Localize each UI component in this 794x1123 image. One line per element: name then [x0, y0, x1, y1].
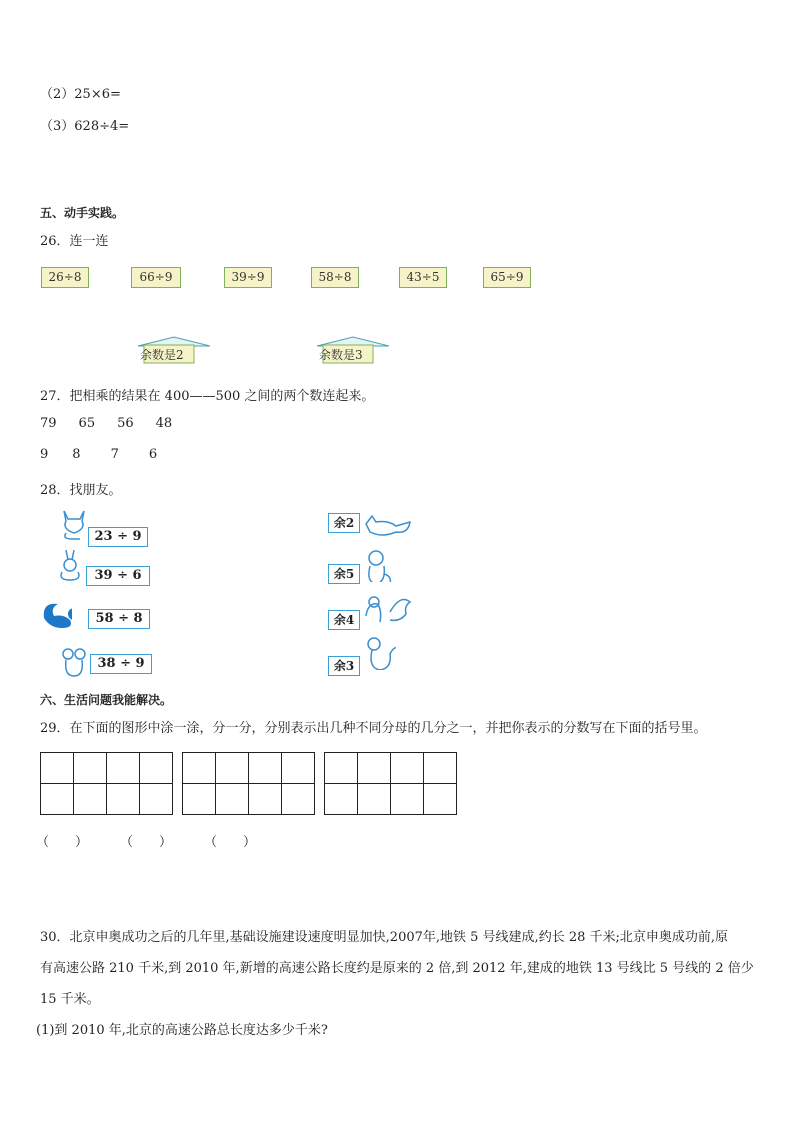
division-card-2[interactable]: 66÷9 — [131, 267, 181, 288]
expression-box[interactable]: 38 ÷ 9 — [90, 654, 152, 674]
squirrel-icon — [40, 598, 72, 632]
section-title-6: 六、生活问题我能解决。 — [40, 693, 173, 707]
grid-cell[interactable] — [391, 753, 424, 784]
number-item[interactable]: 6 — [148, 447, 158, 462]
grid-cell[interactable] — [216, 753, 249, 784]
cat-icon — [58, 507, 90, 541]
number-row-1 — [40, 416, 194, 431]
number-item[interactable]: 9 — [40, 447, 49, 462]
number-item[interactable]: 65 — [78, 416, 96, 431]
question-26-label: 26．连一连 — [40, 234, 109, 249]
answer-paren[interactable]: （ ） — [36, 835, 89, 850]
number-item[interactable]: 56 — [117, 416, 134, 431]
remainder-box[interactable]: 余3 — [328, 656, 360, 676]
grid-cell[interactable] — [183, 784, 216, 815]
question-29-label: 29．在下面的图形中涂一涂，分一分，分别表示出几种不同分母的几分之一，并把你表示的分数写在下面的括号里。 — [40, 721, 707, 736]
grid-cell[interactable] — [74, 753, 107, 784]
expression-box[interactable]: 58 ÷ 8 — [88, 609, 150, 629]
remainder-house-label: 余数是2 — [140, 348, 184, 362]
question-30-line-2: 有高速公路 210 千米,到 2010 年,新增的高速公路长度约是原来的 2 倍,到 2012 年,建成的地铁 13 号线比 5 号线的 2 倍少 — [40, 961, 754, 976]
grid-cell[interactable] — [41, 784, 74, 815]
section-title-5: 五、动手实践。 — [40, 206, 125, 220]
grid-cell[interactable] — [183, 753, 216, 784]
number-item[interactable]: 8 — [72, 447, 81, 462]
grid-cell[interactable] — [74, 784, 107, 815]
grid-cell[interactable] — [424, 753, 457, 784]
grid-cell[interactable] — [249, 753, 282, 784]
grid-cell[interactable] — [140, 784, 173, 815]
division-card-1[interactable]: 26÷8 — [41, 267, 89, 288]
grid-cell[interactable] — [325, 753, 358, 784]
remainder-house-label: 余数是3 — [319, 348, 363, 362]
number-item[interactable]: 48 — [155, 416, 173, 431]
division-card-4[interactable]: 58÷8 — [311, 267, 359, 288]
remainder-house-2[interactable] — [134, 336, 214, 366]
question-30-line-1: 30．北京申奥成功之后的几年里,基础设施建设速度明显加快,2007年,地铁 5 号线建成,约长 28 千米;北京申奥成功前,原 — [40, 930, 729, 945]
remainder-box[interactable]: 余4 — [328, 610, 360, 630]
expression-box[interactable]: 39 ÷ 6 — [86, 566, 150, 586]
division-card-5[interactable]: 43÷5 — [399, 267, 447, 288]
question-30-line-3: 15 千米。 — [40, 992, 100, 1007]
rabbit-icon — [56, 548, 88, 582]
grid-cell[interactable] — [391, 784, 424, 815]
fraction-grid-3[interactable] — [324, 752, 457, 815]
answer-paren[interactable]: （ ） — [120, 835, 173, 850]
question-28-label: 28．找朋友。 — [40, 483, 122, 498]
grid-cell[interactable] — [325, 784, 358, 815]
squirrel-icon — [360, 592, 414, 626]
division-card-3[interactable]: 39÷9 — [224, 267, 272, 288]
mouse-icon — [364, 636, 396, 670]
number-item[interactable]: 7 — [110, 447, 119, 462]
expression-box[interactable]: 23 ÷ 9 — [88, 527, 148, 547]
remainder-box[interactable]: 余2 — [328, 513, 360, 533]
answer-parens-row — [36, 831, 288, 850]
grid-cell[interactable] — [249, 784, 282, 815]
remainder-box[interactable]: 余5 — [328, 564, 360, 584]
grid-cell[interactable] — [282, 784, 315, 815]
grid-cell[interactable] — [282, 753, 315, 784]
fox-icon — [362, 508, 414, 542]
monkey-icon — [362, 548, 394, 582]
grid-cell[interactable] — [107, 784, 140, 815]
grid-cell[interactable] — [424, 784, 457, 815]
grid-cell[interactable] — [216, 784, 249, 815]
division-card-6[interactable]: 65÷9 — [483, 267, 531, 288]
remainder-house-3[interactable] — [313, 336, 393, 366]
grid-cell[interactable] — [41, 753, 74, 784]
fraction-grid-1[interactable] — [40, 752, 173, 815]
grid-cell[interactable] — [107, 753, 140, 784]
number-item[interactable]: 79 — [40, 416, 57, 431]
mouse-icon — [60, 646, 92, 680]
answer-paren[interactable]: （ ） — [204, 835, 257, 850]
fraction-grid-2[interactable] — [182, 752, 315, 815]
question-30-sub-1: (1)到 2010 年,北京的高速公路总长度达多少千米? — [36, 1023, 328, 1038]
question-27-label: 27．把相乘的结果在 400——500 之间的两个数连起来。 — [40, 389, 375, 404]
grid-cell[interactable] — [140, 753, 173, 784]
grid-cell[interactable] — [358, 753, 391, 784]
calc-line-3: （3）628÷4= — [40, 119, 130, 134]
number-row-2 — [40, 447, 179, 462]
calc-line-2: （2）25×6= — [40, 87, 121, 102]
grid-cell[interactable] — [358, 784, 391, 815]
